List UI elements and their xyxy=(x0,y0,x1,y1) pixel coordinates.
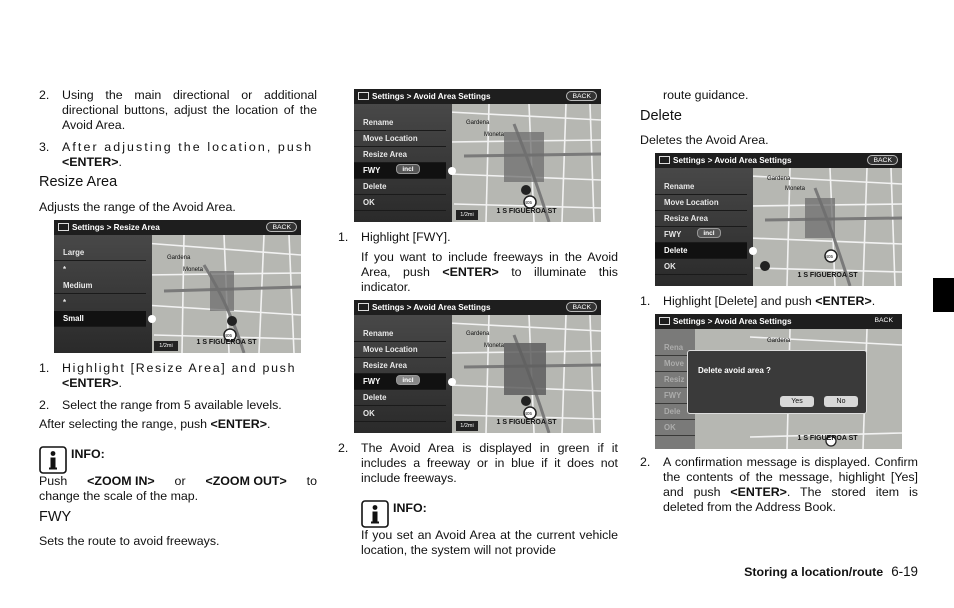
delete-step-2 xyxy=(640,455,918,515)
avoid-area-screen-1 xyxy=(354,89,601,222)
street-name: 1 S FIGUEROA ST xyxy=(797,272,858,279)
map-label-gardena: Gardena xyxy=(767,176,791,182)
resize-level-menu xyxy=(54,235,152,353)
enter-key: <ENTER> xyxy=(210,417,267,431)
map-label-moneta: Moneta xyxy=(785,186,806,192)
menu-item-delete[interactable]: Delete xyxy=(354,390,446,406)
text-a: If you want to include freeways in the Avoid Area, push xyxy=(361,250,618,279)
page-number: 6-19 xyxy=(891,564,918,579)
resize-area-description: Adjusts the range of the Avoid Area. xyxy=(39,200,236,214)
menu-item-resize-area[interactable]: Resize Area xyxy=(655,211,747,227)
screen-title-bar xyxy=(655,153,902,168)
section-tab xyxy=(933,278,954,312)
menu-item-rename-dimmed: Rena xyxy=(655,340,695,356)
step-number: 1. xyxy=(640,294,651,308)
info-icon xyxy=(361,500,389,528)
yes-button[interactable]: Yes xyxy=(780,396,814,407)
avoid-area-rect xyxy=(805,198,835,238)
text-to: to xyxy=(306,474,317,488)
map-label-moneta: Moneta xyxy=(484,132,505,138)
info-title: INFO: xyxy=(393,501,427,515)
scale-indicator: 1/2mi xyxy=(456,421,478,431)
text-b: to illuminate this indicator. xyxy=(361,265,618,294)
step-text: The Avoid Area is displayed in green if it includes a freeway or in blue if it does not include freeways. xyxy=(361,441,618,485)
menu-item-medium[interactable]: Medium xyxy=(54,278,146,294)
menu-item-fwy[interactable] xyxy=(354,163,446,179)
vehicle-icon xyxy=(521,185,531,195)
info-title: INFO: xyxy=(71,447,105,461)
info-line-1 xyxy=(39,474,317,489)
zoom-in-key: <ZOOM IN> xyxy=(87,474,155,488)
map-label-moneta: Moneta xyxy=(484,343,505,349)
step-text: Using the main directional or additional directional buttons, adjust the location of the Avoid Area. xyxy=(62,88,317,132)
enter-key: <ENTER> xyxy=(62,376,119,390)
avoid-area-rect xyxy=(210,271,234,311)
menu-item-move-location[interactable]: Move Location xyxy=(655,195,747,211)
screen-title-bar xyxy=(54,220,301,235)
text-push: Push xyxy=(39,474,68,488)
menu-item-ok[interactable]: OK xyxy=(354,406,446,422)
resize-area-heading: Resize Area xyxy=(39,174,118,190)
fwy-step-1-detail xyxy=(338,250,618,295)
enter-key: <ENTER> xyxy=(815,294,872,308)
map-label-gardena: Gardena xyxy=(167,255,191,261)
screen-title: Settings > Avoid Area Settings xyxy=(372,303,491,312)
incl-indicator[interactable]: incl xyxy=(396,375,419,385)
fwy-description: Sets the route to avoid freeways. xyxy=(39,534,220,548)
footer-section-title: Storing a location/route xyxy=(744,565,884,579)
screen-menu-icon xyxy=(358,92,369,100)
step-number: 2. xyxy=(39,398,50,412)
street-name: 1 S FIGUEROA ST xyxy=(496,419,557,426)
step-number: 2. xyxy=(640,455,651,469)
back-button[interactable]: BACK xyxy=(566,302,597,312)
back-button[interactable]: BACK xyxy=(266,222,297,232)
enter-key: <ENTER> xyxy=(62,155,119,169)
resize-step-2 xyxy=(39,398,317,413)
step-text-a: Highlight [Resize Area] and push xyxy=(62,361,297,375)
map-label-gardena: Gardena xyxy=(466,331,490,337)
screen-title: Settings > Resize Area xyxy=(72,223,160,232)
resize-area-screen xyxy=(54,220,301,353)
fwy-step-2 xyxy=(338,441,618,486)
selection-knob-icon xyxy=(749,247,757,255)
delete-heading: Delete xyxy=(640,108,682,124)
back-button[interactable]: BACK xyxy=(867,155,898,165)
avoid-settings-menu xyxy=(354,104,452,222)
screen-title-bar xyxy=(655,314,902,329)
fwy-heading: FWY xyxy=(39,509,72,525)
step-number: 3. xyxy=(39,140,50,154)
menu-item-rename[interactable]: Rename xyxy=(655,179,747,195)
step-number: 2. xyxy=(39,88,50,102)
screen-title-bar xyxy=(354,300,601,315)
delete-step-1 xyxy=(640,294,918,309)
screen-menu-icon xyxy=(659,156,670,164)
confirm-delete-screen xyxy=(655,314,902,449)
step-text: Highlight [FWY]. xyxy=(361,230,451,244)
fwy-label: FWY xyxy=(363,377,381,386)
text-a: Highlight [Delete] and push xyxy=(663,294,816,308)
menu-item-resize-dimmed: Resiz xyxy=(655,372,695,388)
period: . xyxy=(266,417,271,431)
menu-item-resize-area[interactable]: Resize Area xyxy=(354,358,446,374)
incl-indicator[interactable]: incl xyxy=(697,228,720,238)
map-label-gardena: Gardena xyxy=(466,120,490,126)
avoid-settings-menu xyxy=(655,168,753,286)
fwy-label: FWY xyxy=(664,230,682,239)
period: . xyxy=(871,294,876,308)
screen-title: Settings > Avoid Area Settings xyxy=(673,317,792,326)
fwy-label: FWY xyxy=(363,166,381,175)
menu-item-rename[interactable]: Rename xyxy=(354,326,446,342)
street-name: 1 S FIGUEROA ST xyxy=(496,208,557,215)
screen-title: Settings > Avoid Area Settings xyxy=(372,92,491,101)
map-label-moneta: Moneta xyxy=(183,267,204,273)
route-shield-label: 405 xyxy=(825,254,834,259)
text-a: A confirmation message is displayed. Confirm the contents of the message, highlight [Yes] and push xyxy=(663,455,918,499)
screen-title: Settings > Avoid Area Settings xyxy=(673,156,792,165)
menu-item-ok[interactable]: OK xyxy=(354,195,446,211)
menu-item-delete[interactable]: Delete xyxy=(655,243,747,259)
enter-key: <ENTER> xyxy=(442,265,499,279)
page-footer xyxy=(744,564,918,580)
menu-item-fwy[interactable] xyxy=(354,374,446,390)
menu-item-move-dimmed: Move xyxy=(655,356,695,372)
info-line-2: change the scale of the map. xyxy=(39,489,199,503)
period: . xyxy=(118,155,125,169)
step-text xyxy=(663,455,918,515)
info-text-2: If you set an Avoid Area at the current vehicle location, the system will not provide xyxy=(361,528,618,557)
selection-knob-icon xyxy=(448,167,456,175)
route-shield-label: 405 xyxy=(524,411,533,416)
info-box-1 xyxy=(39,446,317,474)
after-selecting-text xyxy=(39,417,317,432)
menu-item-fwy-dimmed: FWY xyxy=(655,388,695,404)
street-name: 1 S FIGUEROA ST xyxy=(196,339,257,346)
info-icon xyxy=(39,446,67,474)
menu-item-level-4[interactable]: * xyxy=(63,298,67,307)
text-b: . The stored item is deleted from the Address Book. xyxy=(663,485,918,514)
info-box-2 xyxy=(361,500,618,528)
menu-item-move-location[interactable]: Move Location xyxy=(354,131,446,147)
confirm-message: Delete avoid area ? xyxy=(698,366,771,375)
back-button[interactable]: BACK xyxy=(566,91,597,101)
step-3 xyxy=(39,140,317,170)
selection-knob-icon xyxy=(448,378,456,386)
delete-screen xyxy=(655,153,902,286)
map-label-gardena: Gardena xyxy=(767,338,791,344)
route-shield-label: 405 xyxy=(524,200,533,205)
step-text-a: After adjusting the location, push xyxy=(62,140,314,154)
vehicle-icon xyxy=(227,316,237,326)
step-2 xyxy=(39,88,317,133)
menu-item-rename[interactable]: Rename xyxy=(354,115,446,131)
resize-step-1 xyxy=(39,361,317,391)
screen-menu-icon xyxy=(358,303,369,311)
incl-indicator[interactable]: incl xyxy=(396,164,419,174)
menu-item-ok-dimmed: OK xyxy=(655,420,695,436)
avoid-area-rect xyxy=(504,132,544,182)
text-a: After selecting the range, push xyxy=(39,417,211,431)
step-text xyxy=(62,361,317,391)
enter-key: <ENTER> xyxy=(730,485,787,499)
confirm-dialog xyxy=(687,350,867,414)
avoid-area-rect xyxy=(504,343,546,395)
selection-knob-icon xyxy=(148,315,156,323)
scale-indicator: 1/2mi xyxy=(154,341,178,351)
zoom-out-key: <ZOOM OUT> xyxy=(205,474,287,488)
step-text: Select the range from 5 available levels. xyxy=(62,398,282,412)
fwy-step-1 xyxy=(338,230,618,245)
menu-item-small[interactable]: Small xyxy=(54,311,146,327)
back-button[interactable]: BACK xyxy=(874,317,893,324)
route-shield-label: 405 xyxy=(224,333,233,338)
step-text xyxy=(62,140,317,170)
no-button[interactable]: No xyxy=(824,396,858,407)
menu-item-level-2[interactable]: * xyxy=(63,265,67,274)
continued-text: route guidance. xyxy=(663,88,749,102)
scale-indicator: 1/2mi xyxy=(456,210,478,220)
menu-item-large[interactable]: Large xyxy=(54,245,146,261)
step-number: 1. xyxy=(338,230,349,244)
menu-item-ok[interactable]: OK xyxy=(655,259,747,275)
avoid-area-screen-2 xyxy=(354,300,601,433)
text-or: or xyxy=(174,474,186,488)
avoid-settings-menu xyxy=(354,315,452,433)
period: . xyxy=(118,376,124,390)
info-text-1 xyxy=(39,474,317,504)
menu-item-delete[interactable]: Delete xyxy=(354,179,446,195)
step-text xyxy=(663,294,918,309)
step-number: 1. xyxy=(39,361,50,375)
menu-item-delete-dimmed: Dele xyxy=(655,404,695,420)
screen-menu-icon xyxy=(659,317,670,325)
step-number: 2. xyxy=(338,441,349,455)
delete-description: Deletes the Avoid Area. xyxy=(640,133,769,147)
menu-item-resize-area[interactable]: Resize Area xyxy=(354,147,446,163)
street-name: 1 S FIGUEROA ST xyxy=(797,435,858,442)
vehicle-icon xyxy=(521,396,531,406)
menu-item-move-location[interactable]: Move Location xyxy=(354,342,446,358)
menu-item-fwy[interactable] xyxy=(655,227,747,243)
screen-title-bar xyxy=(354,89,601,104)
screen-menu-icon xyxy=(58,223,69,231)
